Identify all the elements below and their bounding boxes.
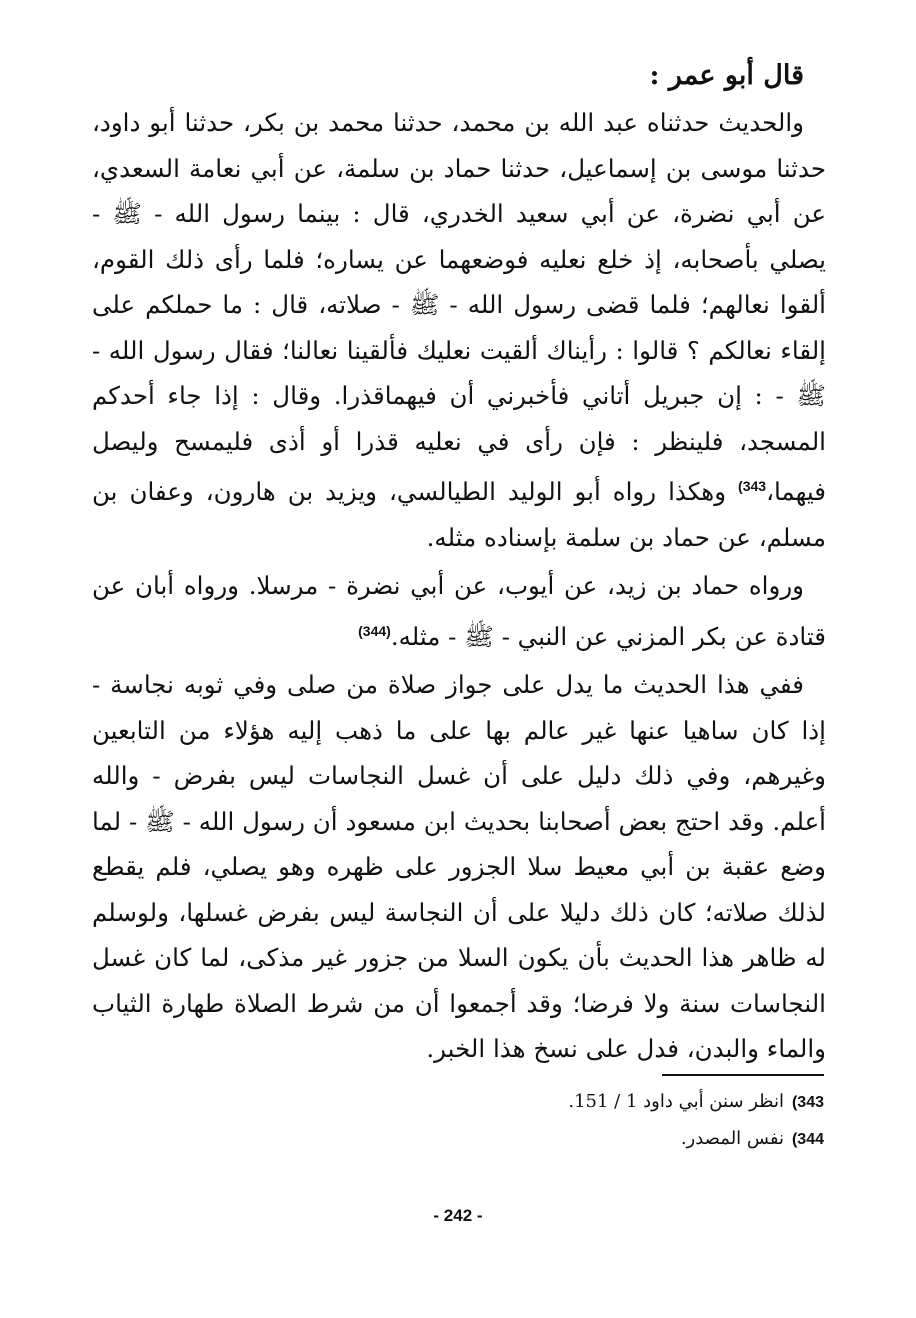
paragraph-text: ورواه حماد بن زيد، عن أيوب، عن أبي نضرة - مرسلا. ورواه أبان عن قتادة عن بكر المزني عن النبي - ﷺ - مثله. — [92, 571, 826, 651]
footnote-reference[interactable]: (344) — [358, 622, 391, 639]
footnote-number: (343 — [791, 1094, 824, 1111]
footnote-divider — [662, 1074, 824, 1076]
section-heading: قال أبو عمر : — [649, 60, 804, 91]
paragraph-text: ففي هذا الحديث ما يدل على جواز صلاة من صلى وفي ثوبه نجاسة - إذا كان ساهيا عنها غير عالم بها على ما ذهب إليه هؤلاء من التابعين وغيرهم، وفي ذلك دليل على أن غسل النجاسات ليس بفرض - والله أعلم. وقد احتج بعض أصحابنا بحديث ابن مسعود أن رسول الله - ﷺ - لما وضع عقبة بن أبي معيط سلا الجزور على ظهره وهو يصلي، فلم يقطع لذلك صلاته؛ كان ذلك دليلا على أن النجاسة ليس بفرض غسلها، ولوسلم له ظاهر هذا الحديث بأن يكون السلا من جزور غير مذكى، لما كان غسل النجاسات سنة ولا فرضا؛ وقد أجمعوا أن من شرط الصلاة طهارة الثياب والماء والبدن، فدل على نسخ هذا الخبر. — [92, 670, 826, 1063]
footnote-number: (344 — [791, 1131, 824, 1148]
paragraph-text: وهكذا رواه أبو الوليد الطيالسي، ويزيد بن هارون، وعفان بن مسلم، عن حماد بن سلمة بإسناده مثله. — [92, 477, 826, 552]
footnote-item — [300, 1084, 824, 1121]
footnotes — [300, 1084, 824, 1158]
paragraph-text: والحديث حدثناه عبد الله بن محمد، حدثنا محمد بن بكر، حدثنا أبو داود، حدثنا موسى بن إسماعيل، حدثنا حماد بن سلمة، عن أبي نعامة السعدي، عن أبي نضرة، عن أبي سعيد الخدري، قال : بينما رسول الله - ﷺ - يصلي بأصحابه، إذ خلع نعليه فوضعهما عن يساره؛ فلما رأى ذلك القوم، ألقوا نعالهم؛ فلما قضى رسول الله - ﷺ - صلاته، قال : ما حملكم على إلقاء نعالكم ؟ قالوا : رأيناك ألقيت نعليك فألقينا نعالنا؛ فقال رسول الله - ﷺ - : إن جبريل أتاني فأخبرني أن فيهماقذرا. وقال : إذا جاء أحدكم المسجد، فلينظر : فإن رأى في نعليه قذرا أو أذى فليمسح وليصل فيهما، — [92, 108, 826, 506]
page-number: - 242 - — [433, 1206, 483, 1225]
paragraph-fiqh — [92, 662, 826, 1072]
footnote-text: انظر سنن أبي داود 1 / 151. — [568, 1091, 784, 1112]
footnote-item — [300, 1121, 824, 1158]
paragraph-riwaya — [92, 563, 826, 659]
main-text — [92, 100, 826, 1072]
footnote-text: نفس المصدر. — [680, 1128, 784, 1149]
paragraph-hadith — [92, 100, 826, 560]
footnote-reference[interactable]: (343 — [738, 478, 767, 494]
